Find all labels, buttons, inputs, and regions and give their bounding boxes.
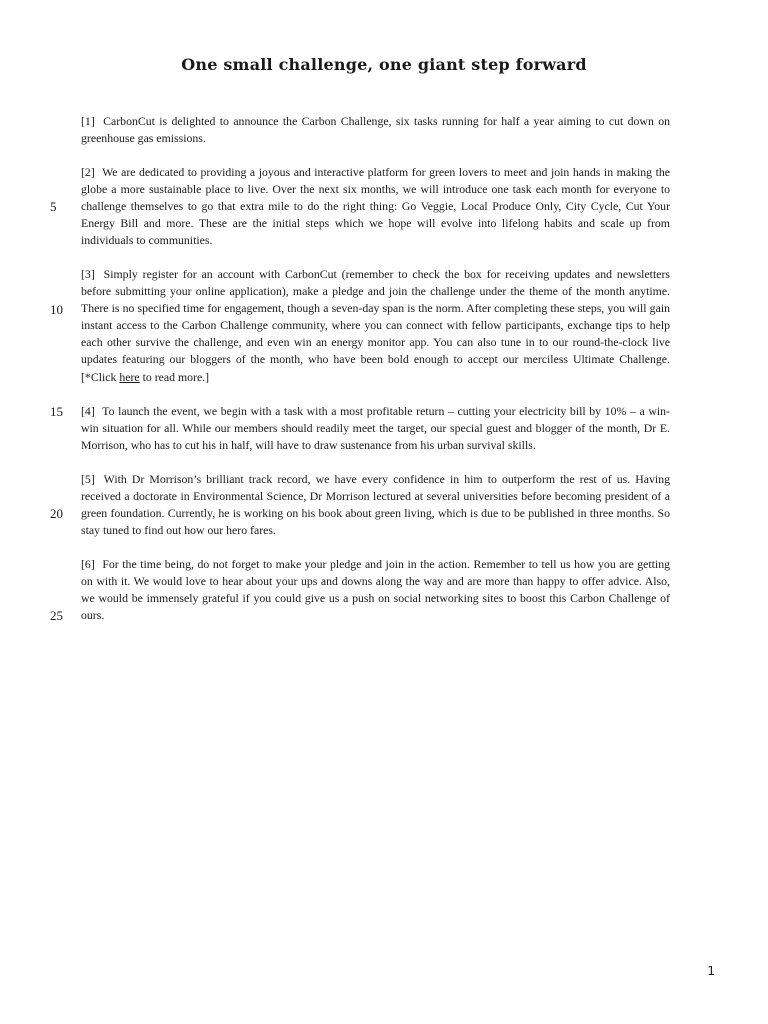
paragraph-text: To launch the event, we begin with a task with a most profitable return – cutting your electricity bill by 10% – a win-win situation for all. While our members should readily meet the target, our special guest and blogger of the month, Dr E. Morrison, who has to cut his in half, will have to draw sustenance from his urban survival skills. [81, 404, 670, 453]
paragraph-text: We are dedicated to providing a joyous and interactive platform for green lovers to meet and join hands in making the globe a more sustainable place to live. Over the next six months, we will introduce one task each month for everyone to challenge themselves to go that extra mile to do the right thing: Go Veggie, Local Produce Only, City Cycle, Cut Your Energy Bill and more. These are the initial steps which we hope will evolve into lifelong habits and scale up from individuals to communities. [81, 165, 670, 248]
paragraph-number: [6] [81, 557, 95, 571]
paragraph-6 [81, 556, 670, 624]
read-more-link[interactable]: here [119, 369, 140, 384]
paragraph-number: [2] [81, 165, 95, 179]
paragraph-number: [4] [81, 404, 95, 418]
line-number: 10 [50, 302, 63, 317]
paragraph-text-after: to read more.] [139, 369, 210, 384]
paragraph-2 [81, 164, 670, 249]
paragraph-1 [81, 113, 670, 147]
paragraph-text: Simply register for an account with CarbonCut (remember to check the box for receiving updates and newsletters before submitting your online application), make a pledge and join the challenge under the theme of the month anytime. There is no specified time for engagement, though a seven-day span is the norm. After completing these steps, you will gain instant access to the Carbon Challenge community, where you can connect with fellow participants, exchange tips to help each other survive the challenge, and even win an energy monitor app. You can also tune in to our round-the-clock live updates featuring our bloggers of the month, who have been bold enough to accept our merciless Ultimate Challenge. [*Click [81, 267, 670, 384]
paragraph-text: For the time being, do not forget to make your pledge and join in the action. Remember to tell us how you are getting on with it. We would love to hear about your ups and downs along the way and are more than happy to offer advice. Also, we would be immensely grateful if you could give us a push on social networking sites to boost this Carbon Challenge of ours. [81, 557, 670, 623]
line-number: 5 [50, 199, 57, 214]
paragraph-text: With Dr Morrison’s brilliant track record, we have every confidence in him to outperform the rest of us. Having received a doctorate in Environmental Science, Dr Morrison lectured at several universities before becoming president of a green foundation. Currently, he is working on his book about green living, which is due to be published in three months. So stay tuned to find out how our hero fares. [81, 472, 670, 538]
paragraph-5 [81, 471, 670, 539]
page-number: 1 [707, 964, 715, 978]
line-number: 20 [50, 506, 63, 521]
line-number: 25 [50, 608, 63, 623]
article-title: One small challenge, one giant step forward [181, 55, 587, 74]
paragraph-number: [3] [81, 267, 95, 281]
paragraph-4 [81, 403, 670, 454]
paragraph-text: CarbonCut is delighted to announce the Carbon Challenge, six tasks running for half a year aiming to cut down on greenhouse gas emissions. [81, 114, 671, 146]
paragraph-3 [81, 266, 670, 386]
paragraph-number: [5] [81, 472, 95, 486]
paragraph-number: [1] [81, 114, 95, 128]
line-number: 15 [50, 404, 63, 419]
